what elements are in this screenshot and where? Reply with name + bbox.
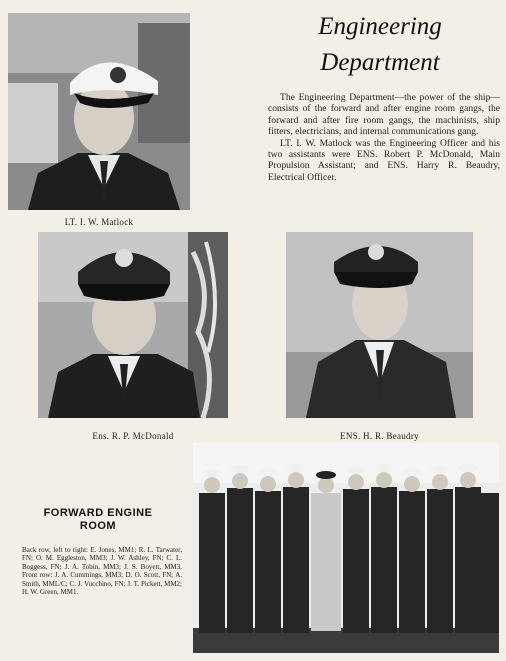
photo-matlock	[8, 13, 190, 210]
group-heading	[18, 507, 178, 533]
caption-beaudry: ENS. H. R. Beaudry	[340, 431, 419, 441]
caption-matlock: LT. I. W. Matlock	[64, 217, 134, 227]
intro-text	[268, 92, 500, 183]
page-title-line1: Engineering	[318, 13, 442, 40]
intro-paragraph-1: The Engineering Department—the power of the ship—consists of the forward and after engine room gangs, the forward and after fire room gangs, the machinists, ship fitters, electricians, and internal communications gang.	[268, 92, 500, 138]
caption-mcdonald: Ens. R. P. McDonald	[92, 431, 174, 441]
intro-paragraph-2: LT. I. W. Matlock was the Engineering Officer and his two assistants were ENS. Robert P. McDonald, Main Propulsion Assistant; and ENS. Harry R. Beaudry, Electrical Officer.	[268, 137, 500, 183]
page-title-line2: Department	[320, 49, 440, 76]
group-heading-line2: ROOM	[79, 520, 117, 532]
group-roster: Back row, left to right: E. Jones, MM1; R. L. Tarwater, FN; O. M. Eggleston, MM3; J. W. Ashley, FN; C. L. Boggess, FN; J. A. Tobin, MM3; J. S. Boyett, MM3. Front row: J. A. Cummings, MM3; D. O. Scott, FN; A. Smith, MML/C; C. J. Vucchino, FN; J. T. Pickett, MM2; H. W. Green, MM1.	[22, 546, 182, 597]
photo-beaudry	[286, 232, 473, 418]
group-heading-line1: FORWARD ENGINE	[43, 507, 153, 519]
photo-forward-engine-room-group	[193, 443, 499, 653]
photo-mcdonald	[38, 232, 228, 418]
